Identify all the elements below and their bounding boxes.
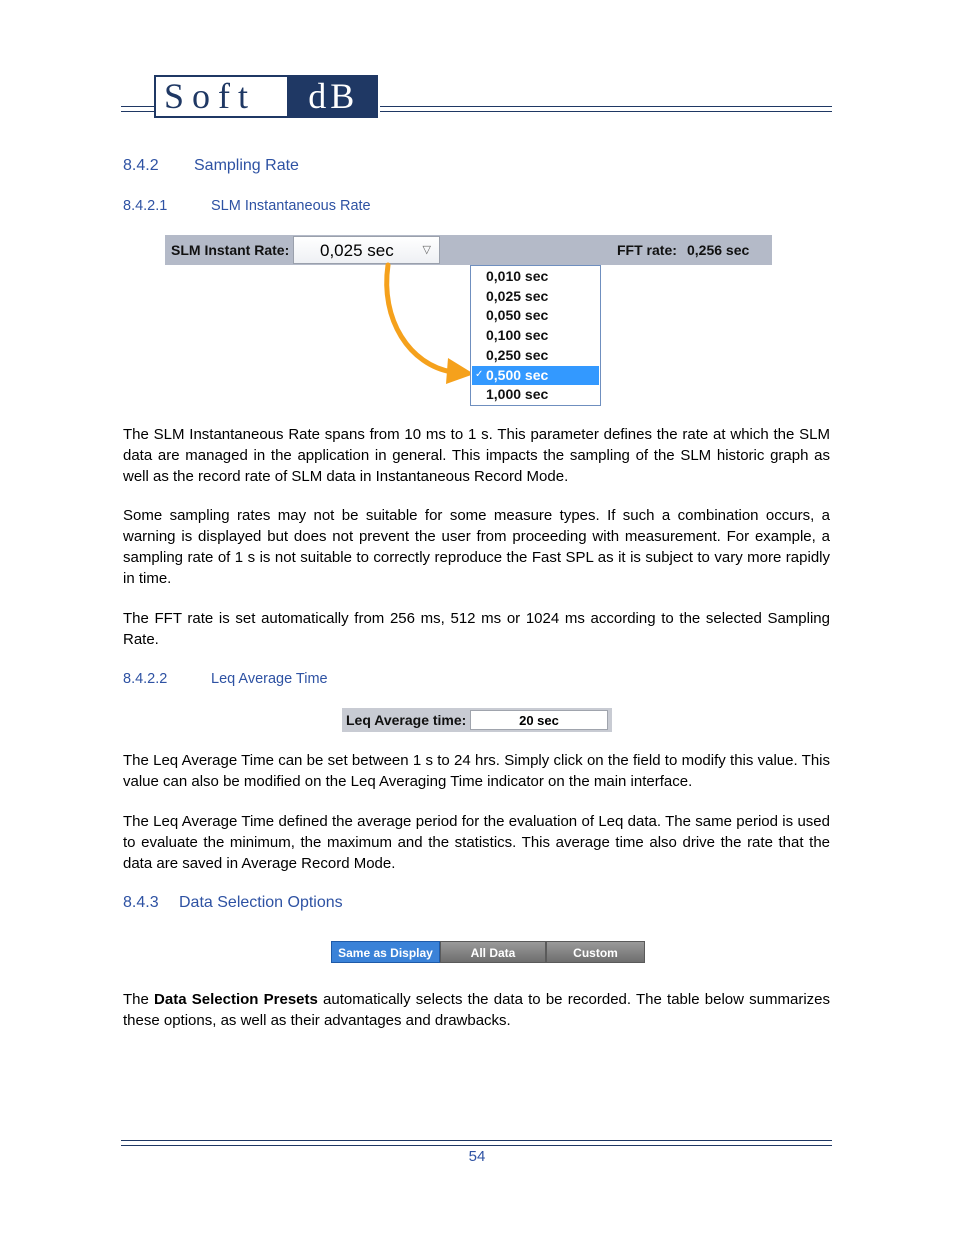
leq-average-time-value: 20 sec bbox=[519, 713, 559, 728]
dropdown-option-label: 0,250 sec bbox=[486, 346, 549, 363]
section-title: Sampling Rate bbox=[194, 157, 299, 174]
section-title: Data Selection Options bbox=[179, 894, 343, 911]
header-rule-right bbox=[380, 106, 832, 112]
paragraph-sampling-warning: Some sampling rates may not be suitable for some measure types. If such a combination occurs, a warning is displayed but does not prevent the user from proceeding with measurement. For example, a sampling rate of 1 s is not suitable to correctly reproduce the Fast SPL as it is subject to vary more rapidly in time. bbox=[123, 507, 830, 587]
section-number: 8.4.3 bbox=[123, 894, 159, 911]
slm-instant-rate-label: SLM Instant Rate: bbox=[171, 242, 290, 258]
dropdown-option[interactable] bbox=[472, 346, 599, 365]
tab-all-data[interactable]: All Data bbox=[440, 941, 546, 963]
slm-selected-value: 0,025 sec bbox=[320, 241, 394, 260]
section-heading-842 bbox=[123, 157, 299, 175]
leq-average-time-label: Leq Average time: bbox=[346, 712, 467, 728]
tab-custom[interactable]: Custom bbox=[546, 941, 645, 963]
fft-rate-value: 0,256 sec bbox=[687, 242, 750, 258]
section-title: SLM Instantaneous Rate bbox=[211, 198, 371, 214]
logo-soft-text: Soft bbox=[154, 75, 289, 118]
check-icon: ✓ bbox=[475, 368, 484, 380]
dropdown-option[interactable] bbox=[472, 385, 599, 404]
dropdown-option-label: 0,025 sec bbox=[486, 287, 549, 304]
section-number: 8.4.2.2 bbox=[123, 671, 168, 687]
paragraph-slm-rate: The SLM Instantaneous Rate spans from 10 ms to 1 s. This parameter defines the rate at which the SLM data are managed in the application in general. This impacts the sampling of the SLM historic graph as well as the record rate of SLM data in Instantaneous Record Mode. bbox=[123, 426, 830, 485]
dropdown-option-label: 0,500 sec bbox=[486, 366, 549, 383]
paragraph-text: The bbox=[123, 991, 155, 1008]
section-heading-8421 bbox=[123, 198, 371, 214]
bold-term: Data Selection Presets bbox=[154, 991, 318, 1008]
section-number: 8.4.2 bbox=[123, 157, 159, 174]
dropdown-option[interactable] bbox=[472, 366, 599, 385]
section-heading-843 bbox=[123, 894, 343, 912]
dropdown-option-label: 0,100 sec bbox=[486, 327, 549, 344]
section-title: Leq Average Time bbox=[211, 671, 328, 687]
softdb-logo bbox=[154, 75, 378, 118]
dropdown-option[interactable] bbox=[472, 267, 599, 286]
dropdown-option[interactable] bbox=[472, 287, 599, 306]
dropdown-option-label: 0,010 sec bbox=[486, 268, 549, 284]
paragraph-fft-rate: The FFT rate is set automatically from 256 ms, 512 ms or 1024 ms according to the selected Sampling Rate. bbox=[123, 610, 830, 648]
section-number: 8.4.2.1 bbox=[123, 198, 168, 214]
paragraph-text: automatically selects the data to be recorded. The table below summarizes these options, as well as their advantages and drawbacks. bbox=[123, 991, 830, 1029]
paragraph-leq-range: The Leq Average Time can be set between 1 s to 24 hrs. Simply click on the field to modify this value. This value can also be modified on the Leq Averaging Time indicator on the main interface. bbox=[123, 752, 830, 790]
page-number: 54 bbox=[468, 1148, 486, 1165]
dropdown-option-label: 0,050 sec bbox=[486, 307, 549, 324]
dropdown-option[interactable] bbox=[472, 326, 599, 345]
fft-rate-label: FFT rate: bbox=[617, 242, 677, 258]
dropdown-option[interactable] bbox=[472, 306, 599, 325]
footer-rule bbox=[121, 1140, 832, 1146]
leq-average-time-field[interactable] bbox=[470, 710, 608, 730]
section-heading-8422 bbox=[123, 671, 328, 687]
callout-arrow-icon bbox=[370, 260, 480, 385]
slm-rate-dropdown-list bbox=[470, 265, 601, 406]
paragraph-data-selection bbox=[123, 989, 830, 1031]
header-rule-left bbox=[121, 106, 156, 112]
leq-average-time-control bbox=[342, 708, 612, 732]
data-selection-tabs bbox=[331, 941, 645, 963]
logo-db-text: dB bbox=[289, 75, 378, 118]
paragraph-leq-definition: The Leq Average Time defined the average period for the evaluation of Leq data. The same period is used to evaluate the minimum, the maximum and the statistics. This average time also drive the rate that the data are saved in Average Record Mode. bbox=[123, 813, 830, 872]
dropdown-option-label: 1,000 sec bbox=[486, 386, 549, 403]
dropdown-arrow-icon: ▽ bbox=[422, 244, 431, 256]
tab-same-as-display[interactable]: Same as Display bbox=[331, 941, 440, 963]
